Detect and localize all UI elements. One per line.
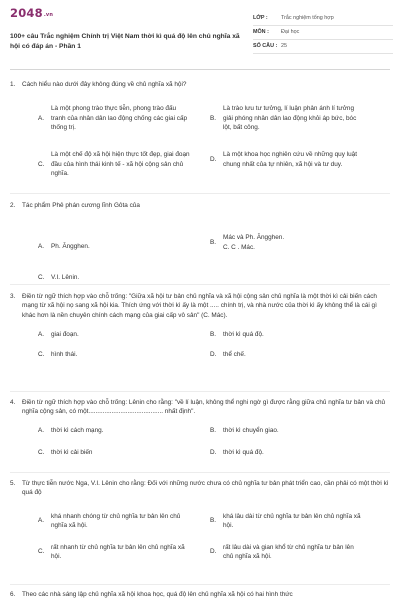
option-a[interactable] <box>38 426 191 435</box>
option-letter: D. <box>210 448 217 456</box>
question-number: 2. <box>10 202 16 209</box>
option-text: khá lâu dài từ chủ nghĩa tư bản lên chủ nghĩa xã hội. <box>223 512 361 529</box>
question-divider <box>10 391 390 392</box>
option-text: Ph. Ăngghen. <box>51 243 90 251</box>
header-divider <box>10 69 390 70</box>
option-text: hình thái. <box>51 350 78 358</box>
option-letter: C. <box>38 350 45 358</box>
option-c[interactable] <box>38 448 191 457</box>
question-number: 5. <box>10 480 16 487</box>
question-number: 4. <box>10 399 16 406</box>
option-letter: C. <box>38 274 45 282</box>
question-divider <box>10 284 390 285</box>
question-text: Theo các nhà sáng lập chủ nghĩa xã hội khoa học, quá độ lên chủ nghĩa xã hội có hai hình thức <box>22 591 293 598</box>
document-header <box>10 8 392 62</box>
options <box>10 504 390 574</box>
option-text: rất lâu dài và gian khổ từ chủ nghĩa tư bản lên chủ nghĩa xã hội. <box>223 543 354 560</box>
option-d[interactable] <box>210 448 363 457</box>
option-letter: B. <box>210 114 217 122</box>
question-number: 6. <box>10 591 16 598</box>
question-2 <box>10 201 390 286</box>
option-letter: D. <box>210 548 217 556</box>
option-d[interactable] <box>210 350 363 359</box>
option-d[interactable] <box>210 150 363 169</box>
option-letter: A. <box>38 517 45 525</box>
option-a[interactable] <box>38 512 191 531</box>
question-number: 3. <box>10 293 16 300</box>
question-divider <box>10 584 390 585</box>
meta-row-count <box>253 40 393 54</box>
option-letter: D. <box>210 350 217 358</box>
question-3 <box>10 292 390 386</box>
question-6 <box>10 590 390 599</box>
question-text: Tác phẩm Phê phán cương lĩnh Gôta của <box>22 202 140 209</box>
options <box>10 216 390 286</box>
option-b[interactable] <box>210 330 363 339</box>
meta-row-class <box>253 12 393 26</box>
option-text: thời kì quá độ. <box>223 448 264 456</box>
option-text: Là một phong trào thực tiễn, phong trào đấu tranh của nhân dân lao động chống các giai cấp thống trị. <box>51 105 188 131</box>
meta-label: SỐ CÂU : <box>253 42 278 49</box>
option-text: Là trào lưu tư tưởng, lí luận phản ánh lí tưởng giải phóng nhân dân lao động khỏi áp bức, bóc lột, bất công. <box>223 105 357 131</box>
option-text: thời kì cải biến <box>51 448 93 456</box>
option-text: thể chế. <box>223 350 246 358</box>
option-c[interactable] <box>38 273 191 282</box>
option-a[interactable] <box>38 330 191 339</box>
option-text: Mác và Ph. Ăngghen. C. C . Mác. <box>223 234 285 251</box>
option-letter: A. <box>38 243 45 251</box>
question-text: Điền từ ngữ thích hợp vào chỗ trống: "Giữa xã hội tư bản chủ nghĩa và xã hội cộng sản chủ nghĩa là một thời kì cải biến cách mạng từ xã hội nọ sang xã hội kia. Thích ứng với thời kì ấy là một ..... chính trị, và nhà nước của thời kì ấy không thể là cái gì khác hơn là nền chuyên chính cách mạng của giai cấp vô sản" (C. Mác). <box>22 293 377 319</box>
option-a[interactable] <box>38 242 191 251</box>
option-text: thời kì cách mạng. <box>51 426 104 434</box>
option-c[interactable] <box>38 350 191 359</box>
question-number: 1. <box>10 81 16 88</box>
options <box>10 423 390 473</box>
question-1 <box>10 80 390 195</box>
option-d[interactable] <box>210 543 363 562</box>
question-text: Từ thực tiễn nước Nga, V.I. Lênin cho rằng: Đối với những nước chưa có chủ nghĩa tư bản phát triển cao, cần phải có một thời kì quá độ <box>22 480 389 497</box>
option-letter: B. <box>210 238 217 246</box>
option-letter: A. <box>38 426 45 434</box>
document-title: 100+ câu Trắc nghiệm Chính trị Việt Nam thời kì quá độ lên chủ nghĩa xã hội có đáp án - Phần 1 <box>10 33 240 50</box>
option-letter: B. <box>210 330 217 338</box>
options <box>10 326 390 386</box>
meta-value: Đại học <box>281 28 300 35</box>
option-c[interactable] <box>38 150 191 178</box>
option-b[interactable] <box>210 426 363 435</box>
options <box>10 95 390 195</box>
option-c[interactable] <box>38 543 191 562</box>
option-text: V.I. Lênin. <box>51 274 80 282</box>
question-5 <box>10 479 390 574</box>
document-meta <box>253 12 393 54</box>
question-text: Điền từ ngữ thích hợp vào chỗ trống: Lênin cho rằng: "về lí luận, không thể nghi ngờ gì được rằng giữa chủ nghĩa tư bản và chủ nghĩa cộng sản, có một.......................................... nhất định". <box>22 399 386 416</box>
option-text: rất nhanh từ chủ nghĩa tư bản lên chủ nghĩa xã hội. <box>51 543 185 560</box>
option-letter: D. <box>210 155 217 163</box>
option-a[interactable] <box>38 104 191 132</box>
option-text: Là một khoa học nghiên cứu về những quy luật chung nhất của tự nhiên, xã hội và tư duy. <box>223 151 357 168</box>
option-text: thời kì quá độ. <box>223 330 264 338</box>
question-divider <box>10 193 390 194</box>
option-letter: A. <box>38 330 45 338</box>
option-letter: B. <box>210 517 217 525</box>
question-4 <box>10 398 390 473</box>
meta-value: 25 <box>281 42 287 49</box>
option-letter: B. <box>210 426 217 434</box>
meta-label: MÔN : <box>253 28 269 35</box>
option-text: Là một chế độ xã hội hiện thực tốt đẹp, giai đoạn đầu của hình thái kinh tế - xã hội cộng sản chủ nghĩa. <box>51 151 190 177</box>
site-logo[interactable]: 2048.vn <box>10 6 54 20</box>
question-text: Cách hiểu nào dưới đây không đúng về chủ nghĩa xã hội? <box>22 81 187 88</box>
option-letter: C. <box>38 448 45 456</box>
option-text: giai đoạn. <box>51 330 79 338</box>
option-b[interactable] <box>210 512 363 531</box>
meta-row-subject <box>253 26 393 40</box>
meta-label: LỚP : <box>253 14 268 21</box>
option-letter: C. <box>38 160 45 168</box>
option-letter: A. <box>38 114 45 122</box>
meta-value: Trắc nghiệm tổng hợp <box>281 14 334 21</box>
option-text: thời kì chuyển giao. <box>223 426 279 434</box>
option-text: khá nhanh chóng từ chủ nghĩa tư bản lên chủ nghĩa xã hội. <box>51 512 181 529</box>
option-b[interactable] <box>210 233 363 252</box>
option-letter: C. <box>38 548 45 556</box>
option-b[interactable] <box>210 104 363 132</box>
question-divider <box>10 472 390 473</box>
